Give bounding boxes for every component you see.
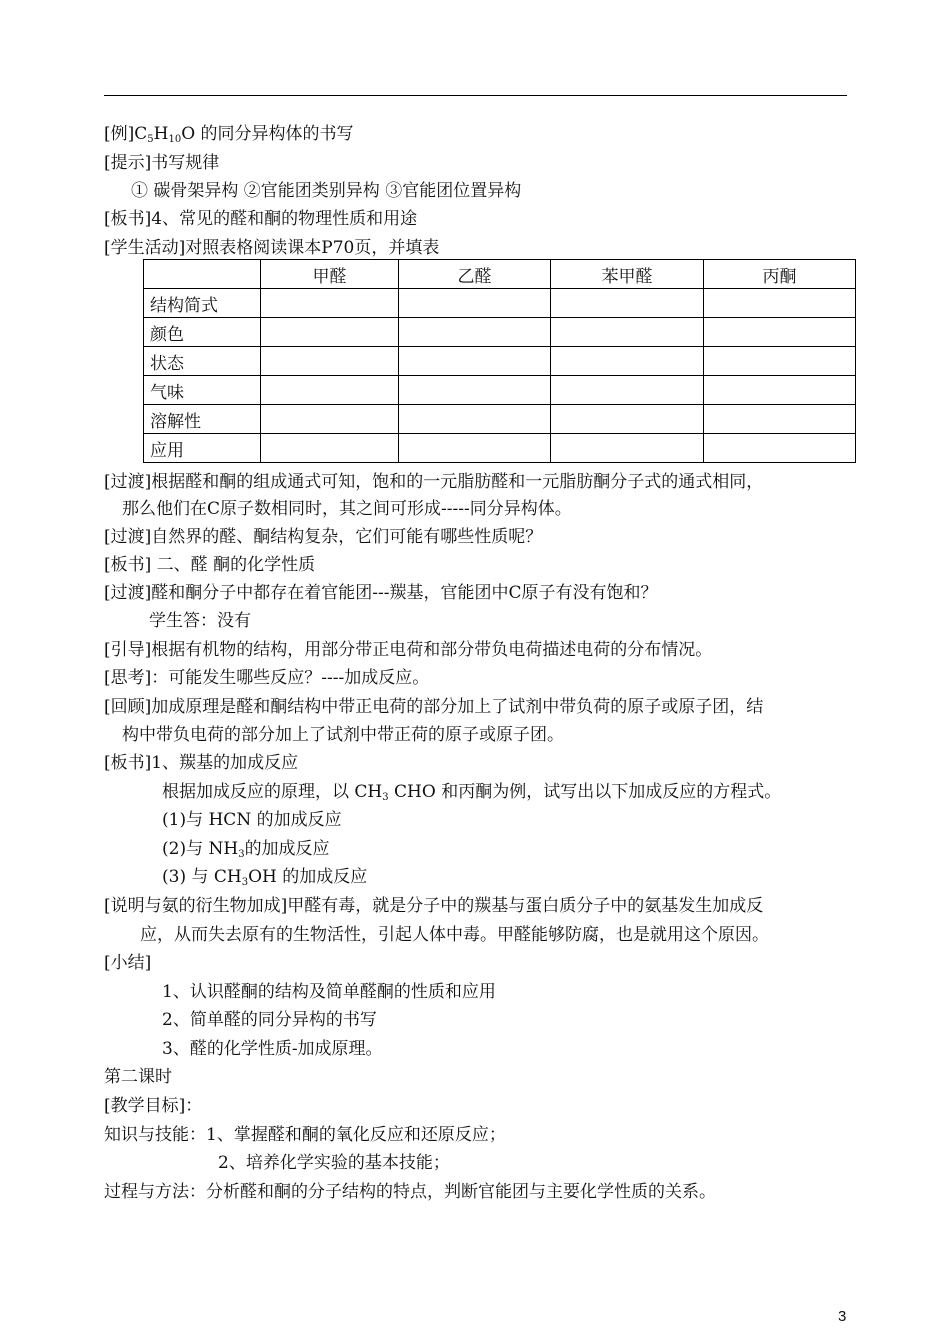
row-label: 气味 xyxy=(144,376,261,405)
header-rule xyxy=(104,95,847,96)
reaction-hcn: (1)与 HCN 的加成反应 xyxy=(162,810,342,830)
properties-table xyxy=(143,259,856,463)
table-row xyxy=(144,318,856,347)
lesson-two-heading: 第二课时 xyxy=(104,1067,172,1087)
summary-title: [小结] xyxy=(104,953,152,973)
table-header-cell: 丙酮 xyxy=(704,260,856,289)
student-answer: 学生答：没有 xyxy=(149,611,251,631)
table-row xyxy=(144,289,856,318)
guide-line: [引导]根据有机物的结构，用部分带正电荷和部分带负电荷描述电荷的分布情况。 xyxy=(104,640,713,660)
board-chemical-properties: [板书] 二、醛 酮的化学性质 xyxy=(104,555,316,575)
example-line: [例]$C_5H_{10}O$ 的同分异构体的书写 xyxy=(104,124,354,145)
review-line-cont: 构中带负电荷的部分加上了试剂中带正荷的原子或原子团。 xyxy=(122,725,564,745)
table-cell xyxy=(399,434,551,463)
table-cell xyxy=(704,347,856,376)
table-cell xyxy=(261,347,399,376)
page-number: 3 xyxy=(838,1308,847,1325)
table-cell xyxy=(551,289,704,318)
table-header-cell: 苯甲醛 xyxy=(551,260,704,289)
row-label: 状态 xyxy=(144,347,261,376)
table-header-cell: 甲醛 xyxy=(261,260,399,289)
table-cell xyxy=(261,376,399,405)
transition-properties: [过渡]自然界的醛、酮结构复杂，它们可能有哪些性质呢？ xyxy=(104,527,543,547)
table-cell xyxy=(551,318,704,347)
table-cell xyxy=(704,434,856,463)
table-cell xyxy=(399,347,551,376)
explain-line: [说明与氨的衍生物加成]甲醛有毒，就是分子中的羰基与蛋白质分子中的氨基发生加成反 xyxy=(104,896,764,916)
table-header-cell xyxy=(144,260,261,289)
hint-items: ① 碳骨架异构 ②官能团类别异构 ③官能团位置异构 xyxy=(131,181,522,201)
table-cell xyxy=(551,434,704,463)
board-addition-reaction: [板书]1、羰基的加成反应 xyxy=(104,753,299,773)
table-row xyxy=(144,405,856,434)
table-cell xyxy=(704,289,856,318)
knowledge-goal-2: 2、培养化学实验的基本技能； xyxy=(218,1153,450,1173)
board-physical-properties: [板书]4、常见的醛和酮的物理性质和用途 xyxy=(104,209,418,229)
table-row xyxy=(144,347,856,376)
table-cell xyxy=(261,289,399,318)
task-line: 根据加成反应的原理，以 $CH_3$ CHO 和丙酮为例，试写出以下加成反应的方程式。 xyxy=(162,782,782,803)
table-header-row xyxy=(144,260,856,289)
table-cell xyxy=(399,405,551,434)
transition-formula: [过渡]根据醛和酮的组成通式可知，饱和的一元脂肪醛和一元脂肪酮分子式的通式相同， xyxy=(104,472,764,492)
row-label: 结构简式 xyxy=(144,289,261,318)
table-cell xyxy=(261,405,399,434)
row-label: 溶解性 xyxy=(144,405,261,434)
reaction-nh3: (2)与 $NH_3$的加成反应 xyxy=(162,839,330,860)
explain-line-cont: 应，从而失去原有的生物活性，引起人体中毒。甲醛能够防腐，也是就用这个原因。 xyxy=(140,925,769,945)
transition-carbonyl: [过渡]醛和酮分子中都存在着官能团---羰基，官能团中C原子有没有饱和？ xyxy=(104,583,658,603)
process-goal: 过程与方法：分析醛和酮的分子结构的特点，判断官能团与主要化学性质的关系。 xyxy=(104,1182,716,1202)
table-cell xyxy=(399,289,551,318)
table-cell xyxy=(704,376,856,405)
summary-item: 3、醛的化学性质-加成原理。 xyxy=(162,1039,383,1059)
goals-title: [教学目标]： xyxy=(104,1096,203,1116)
summary-item: 2、简单醛的同分异构的书写 xyxy=(162,1010,377,1030)
row-label: 颜色 xyxy=(144,318,261,347)
transition-formula-cont: 那么他们在C原子数相同时，其之间可形成-----同分异构体。 xyxy=(122,499,572,519)
table-cell xyxy=(261,434,399,463)
table-cell xyxy=(551,347,704,376)
think-line: [思考]：可能发生哪些反应？----加成反应。 xyxy=(104,668,430,688)
table-cell xyxy=(551,405,704,434)
summary-item: 1、认识醛酮的结构及简单醛酮的性质和应用 xyxy=(162,982,496,1002)
table-row xyxy=(144,376,856,405)
table-cell xyxy=(704,405,856,434)
student-activity: [学生活动]对照表格阅读课本P70页，并填表 xyxy=(104,238,440,258)
table-cell xyxy=(261,318,399,347)
hint-line: [提示]书写规律 xyxy=(104,153,220,173)
reaction-ch3oh: (3) 与 $CH_3OH$ 的加成反应 xyxy=(162,867,368,888)
table-cell xyxy=(551,376,704,405)
table-row xyxy=(144,434,856,463)
table-cell xyxy=(399,318,551,347)
table-cell xyxy=(704,318,856,347)
review-line: [回顾]加成原理是醛和酮结构中带正电荷的部分加上了试剂中带负荷的原子或原子团，结 xyxy=(104,697,764,717)
table-header-cell: 乙醛 xyxy=(399,260,551,289)
knowledge-goal: 知识与技能：1、掌握醛和酮的氧化反应和还原反应； xyxy=(104,1125,506,1145)
row-label: 应用 xyxy=(144,434,261,463)
table-cell xyxy=(399,376,551,405)
